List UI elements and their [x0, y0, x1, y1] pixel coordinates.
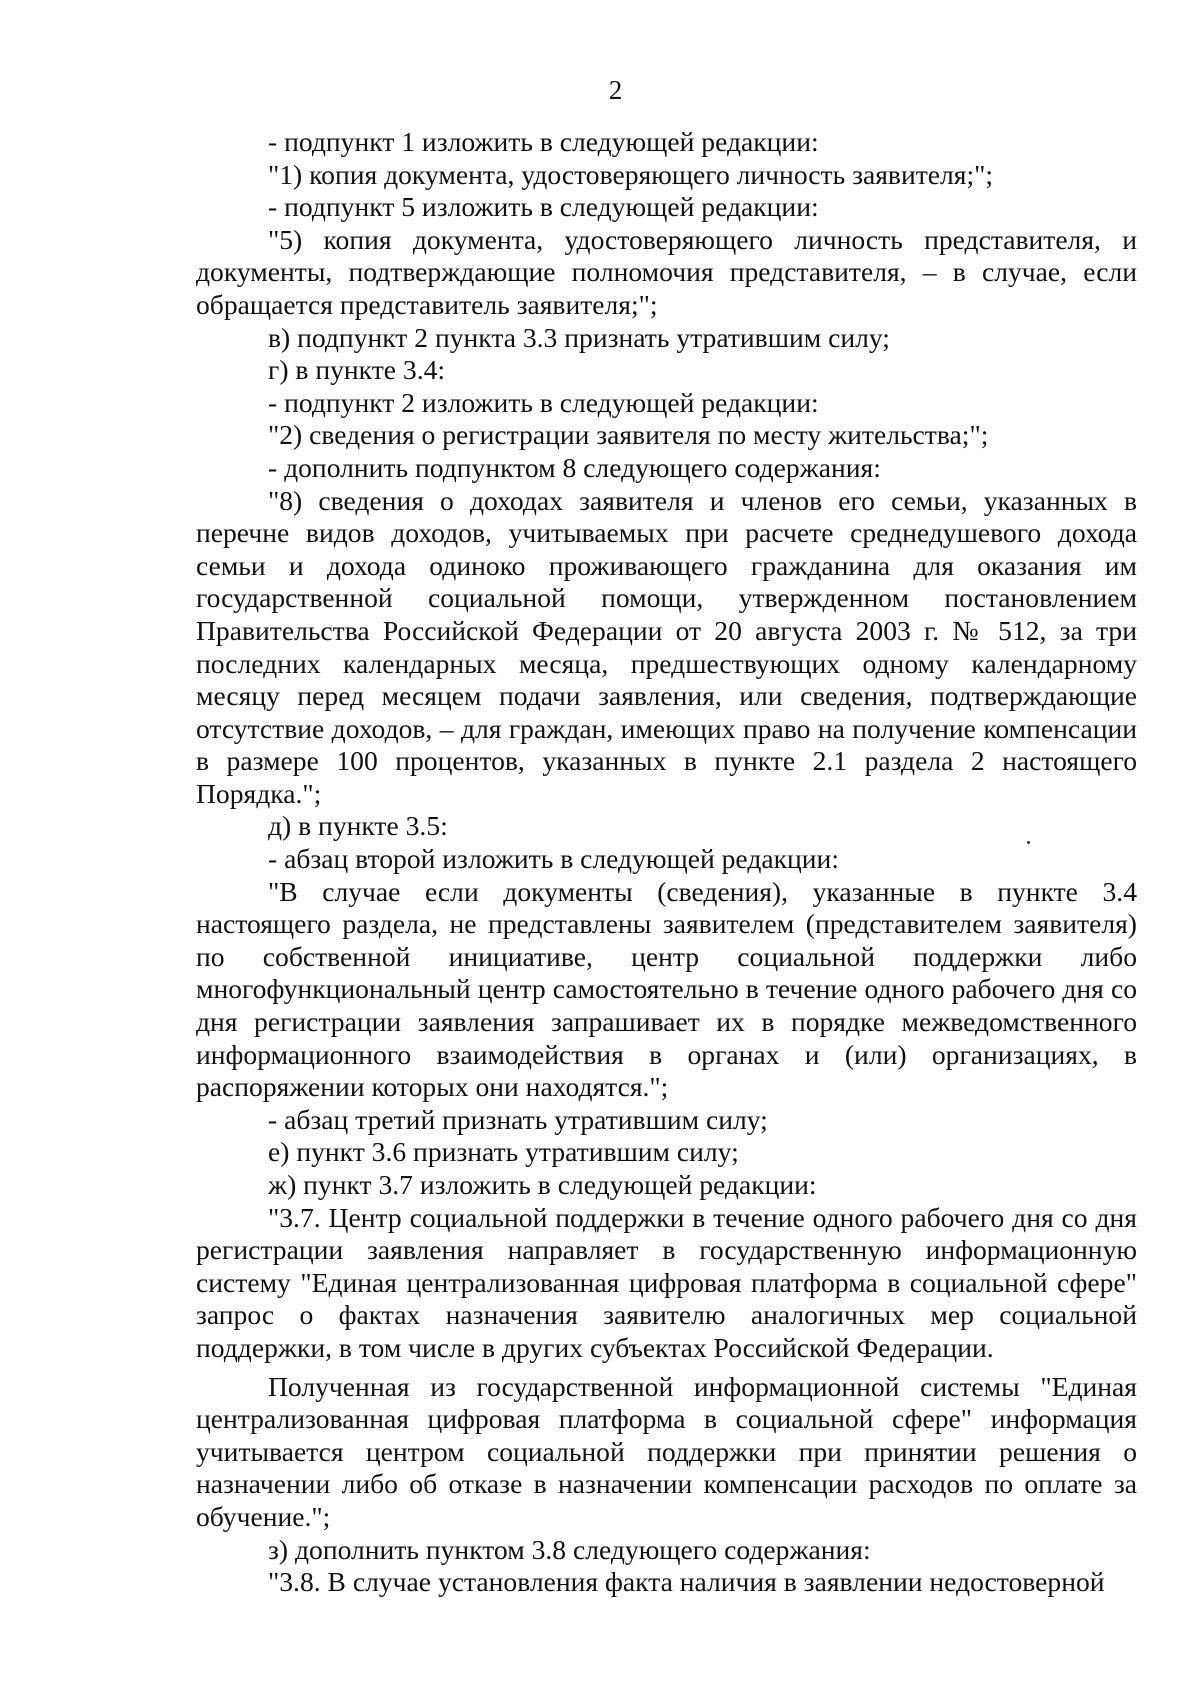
- paragraph-2: "1) копия документа, удостоверяющего личность заявителя;";: [268, 158, 994, 190]
- paragraph-1: - подпункт 1 изложить в следующей редакции:: [268, 126, 819, 157]
- paragraph-6: г) в пункте 3.4:: [268, 354, 446, 386]
- paragraph-13: "В случае если документы (сведения), указанные в пункте 3.4 настоящего раздела, не представлены заявителем (представителем заявителя) по собственной инициативе, центр социальной поддержки либо многофункциональный центр самостоятельно в течение одного рабочего дня со дня регистрации заявления запрашивает их в порядке межведомственного информационного взаимодействия в органах и (или) организациях, в распоряжении которых они находятся.";: [196, 875, 1137, 1103]
- paragraph-5: в) подпункт 2 пункта 3.3 признать утратившим силу;: [268, 321, 890, 353]
- paragraph-10: "8) сведения о доходах заявителя и членов его семьи, указанных в перечне видов доходов, учитываемых при расчете среднедушевого дохода семьи и дохода одиноко проживающего гражданина для оказания им государственной социальной помощи, утвержденном постановлением Правительства Российской Федерации от 20 августа 2003 г. № 512, за три последних календарных месяца, предшествующих одному календарному месяцу перед месяцем подачи заявления, или сведения, подтверждающие отсутствие доходов, – для граждан, имеющих право на получение компенсации в размере 100 процентов, указанных в пункте 2.1 раздела 2 настоящего Порядка.";: [196, 484, 1137, 809]
- paragraph-17: "3.7. Центр социальной поддержки в течение одного рабочего дня со дня регистрации заявления направляет в государственную информационную систему "Единая централизованная цифровая платформа в социальной сфере" запрос о фактах назначения заявителю аналогичных мер социальной поддержки, в том числе в других субъектах Российской Федерации.: [196, 1201, 1137, 1363]
- paragraph-19: з) дополнить пунктом 3.8 следующего содержания:: [268, 1533, 871, 1565]
- paragraph-14: - абзац третий признать утратившим силу;: [268, 1103, 768, 1135]
- paragraph-9: - дополнить подпунктом 8 следующего содержания:: [268, 451, 881, 483]
- paragraph-11: д) в пункте 3.5:: [268, 810, 448, 842]
- paragraph-20: "3.8. В случае установления факта наличия в заявлении недостоверной: [268, 1566, 1105, 1598]
- paragraph-18: Полученная из государственной информационной системы "Единая централизованная цифровая платформа в социальной сфере" информация учитывается центром социальной поддержки при принятии решения о назначении либо об отказе в назначении компенсации расходов по оплате за обучение.";: [196, 1370, 1137, 1532]
- document-body: [196, 126, 1137, 1599]
- paragraph-4: "5) копия документа, удостоверяющего личность представителя, и документы, подтверждающие полномочия представителя, – в случае, если обращается представитель заявителя;";: [196, 223, 1137, 320]
- paragraph-3: - подпункт 5 изложить в следующей редакции:: [268, 191, 819, 223]
- paragraph-16: ж) пункт 3.7 изложить в следующей редакции:: [268, 1169, 817, 1200]
- paragraph-12: - абзац второй изложить в следующей редакции:: [268, 843, 839, 875]
- paragraph-7: - подпункт 2 изложить в следующей редакции:: [268, 386, 819, 418]
- paragraph-8: "2) сведения о регистрации заявителя по месту жительства;";: [268, 419, 989, 451]
- paragraph-15: е) пункт 3.6 признать утратившим силу;: [268, 1136, 739, 1168]
- scan-speck: [1027, 841, 1030, 844]
- page-number: 2: [608, 75, 623, 105]
